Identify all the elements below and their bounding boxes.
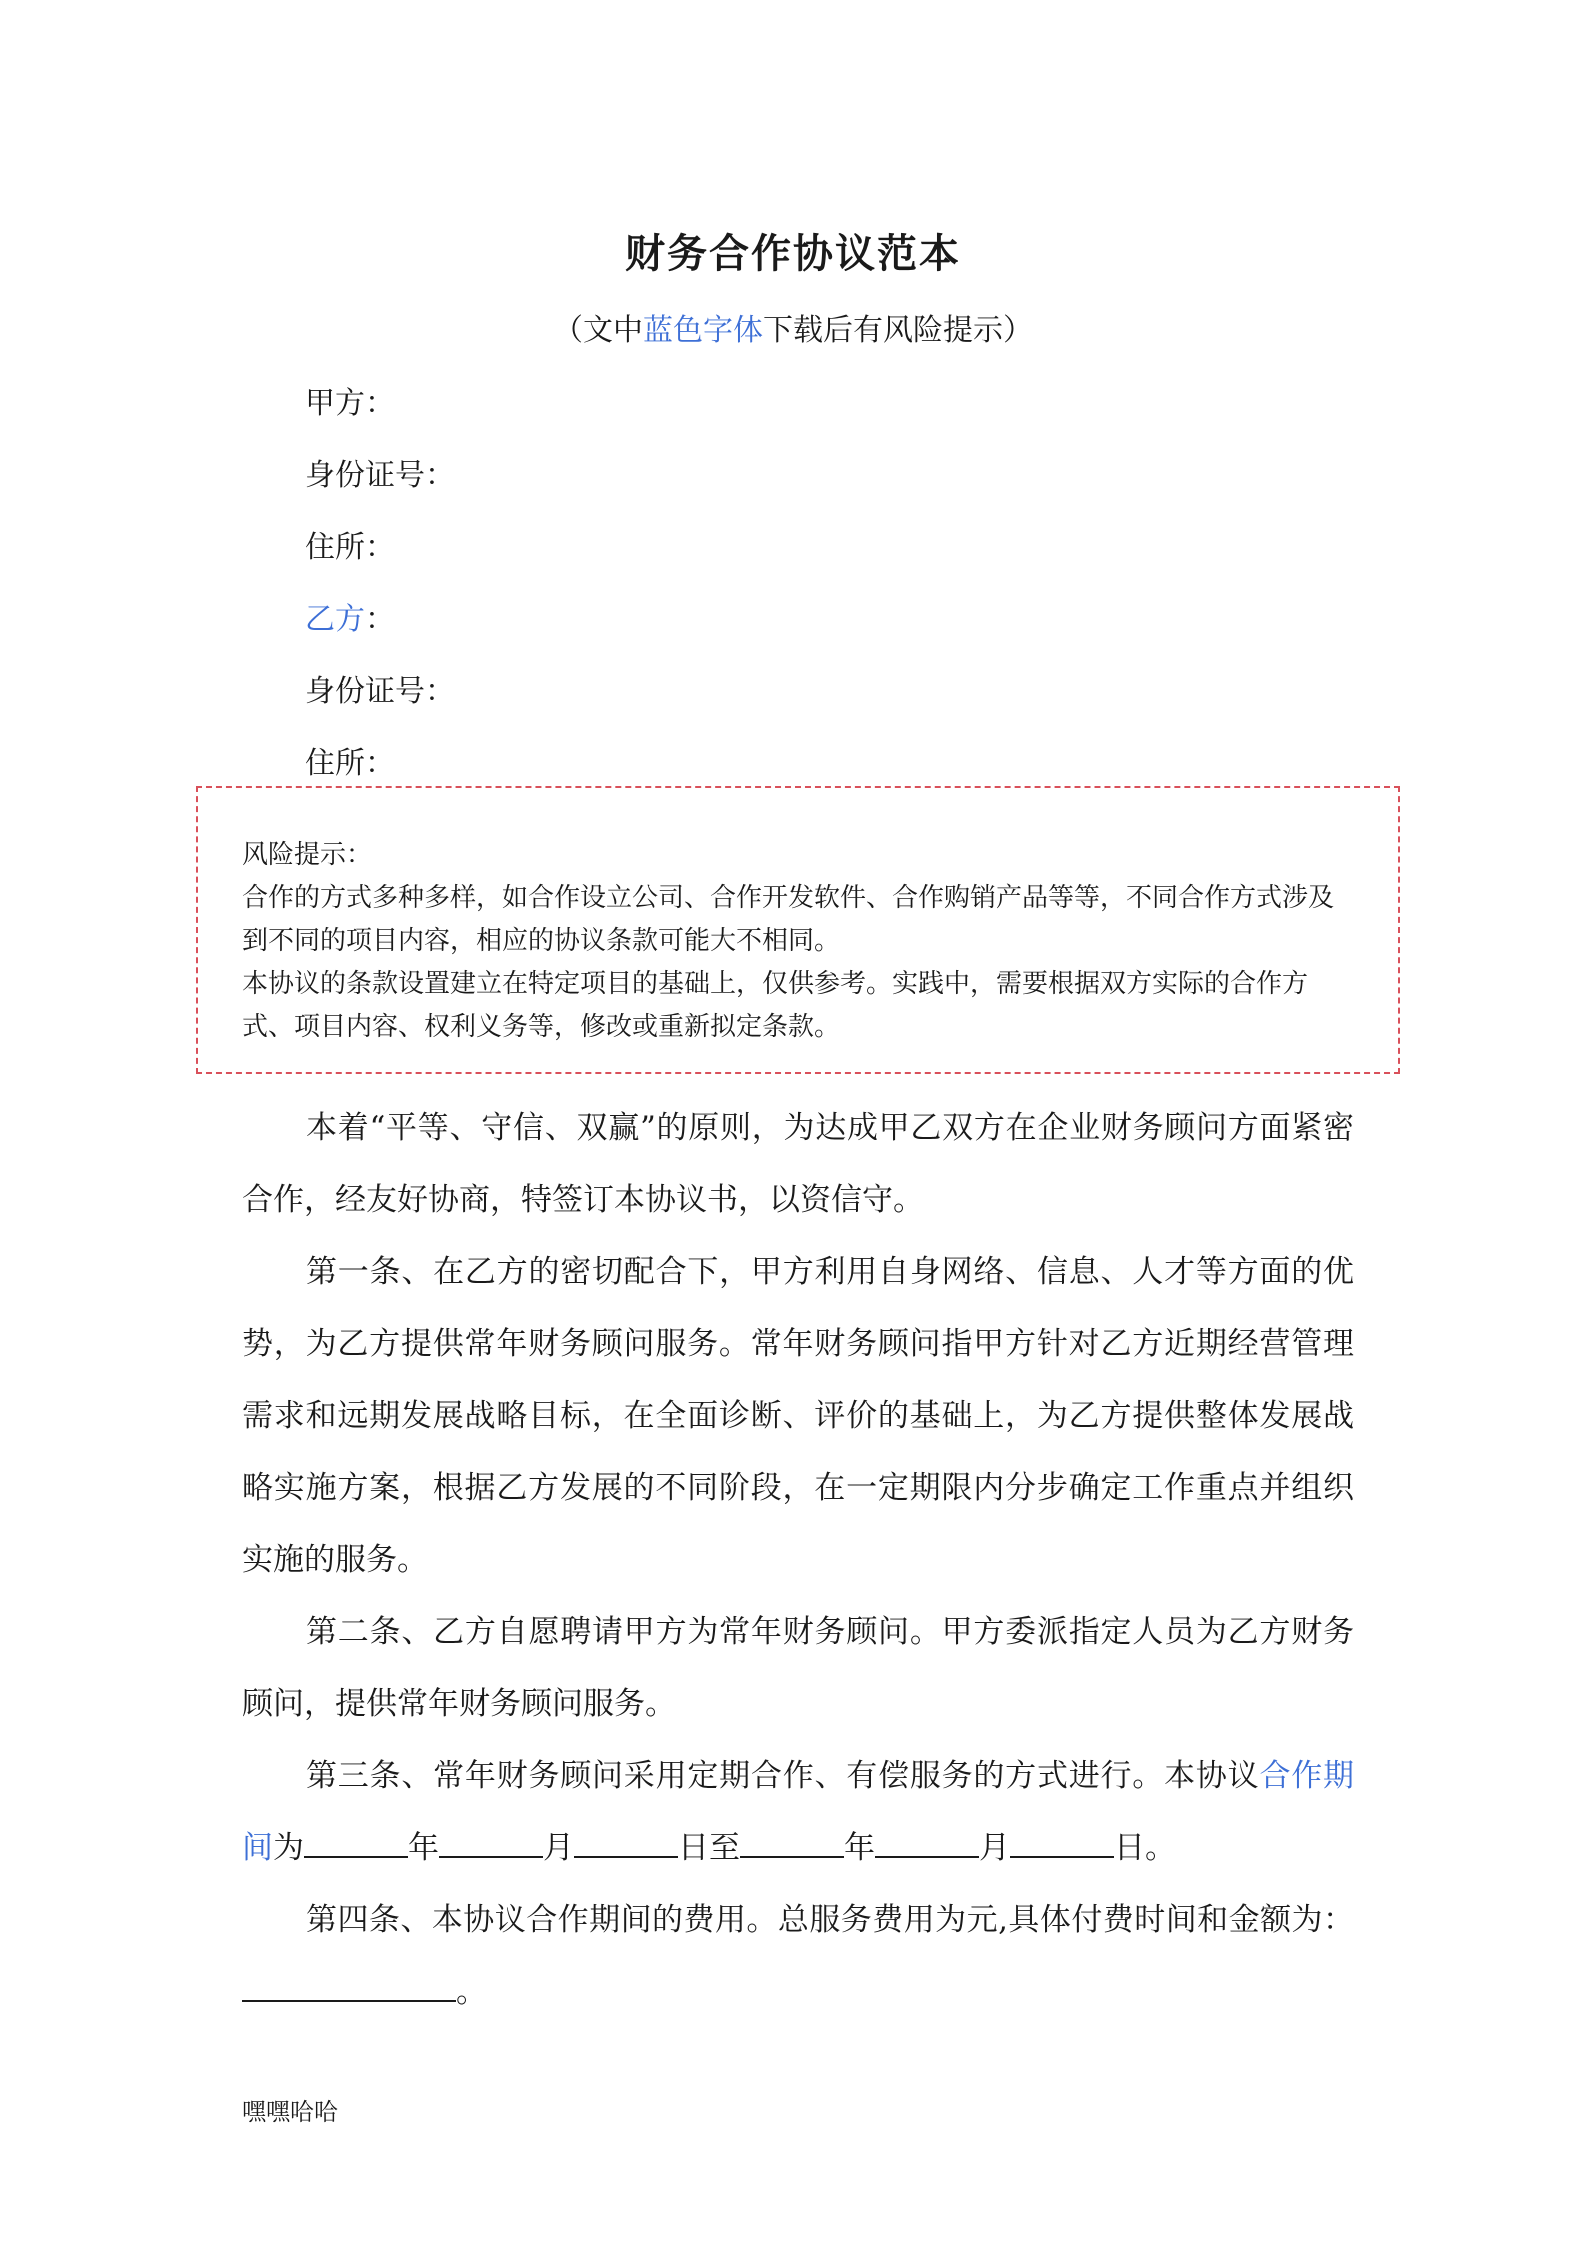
article-2: 第二条、乙方自愿聘请甲方为常年财务顾问。甲方委派指定人员为乙方财务顾问，提供常年财务顾问服务。	[242, 1614, 1354, 1722]
article-3-year-2: 年	[844, 1830, 875, 1866]
agreement-body	[242, 1092, 1354, 2028]
end-month-blank[interactable]	[875, 1830, 979, 1858]
article-3-blue-term: 合作期间	[242, 1758, 1354, 1866]
subtitle-post: 下载后有风险提示）	[763, 313, 1033, 348]
article-3-text: 第三条、常年财务顾问采用定期合作、有偿服务的方式进行。本协议	[306, 1758, 1260, 1794]
party-b-label-blue: 乙方	[305, 602, 365, 637]
party-a-address-label: 住所：	[305, 530, 395, 565]
party-a-id-label: 身份证号：	[305, 458, 455, 493]
risk-line-1: 合作的方式多种多样，如合作设立公司、合作开发软件、合作购销产品等等，不同合作方式涉及到不同的项目内容，相应的协议条款可能大不相同。	[242, 883, 1335, 956]
end-year-blank[interactable]	[740, 1830, 844, 1858]
party-b-label	[305, 594, 395, 638]
risk-heading: 风险提示：	[242, 840, 373, 870]
document-title: 财务合作协议范本	[625, 230, 961, 277]
article-3-wei: 为	[273, 1830, 304, 1866]
party-b-label-colon: ：	[365, 602, 395, 637]
end-day-blank[interactable]	[1010, 1830, 1114, 1858]
party-a-label: 甲方：	[305, 386, 395, 421]
article-4-end: 。	[456, 1974, 487, 2010]
subtitle-blue-text: 蓝色字体	[643, 313, 763, 348]
start-year-blank[interactable]	[304, 1830, 408, 1858]
intro-paragraph: 本着“平等、守信、双赢”的原则，为达成甲乙双方在企业财务顾问方面紧密合作，经友好协商，特签订本协议书，以资信守。	[242, 1110, 1354, 1218]
article-4-text: 第四条、本协议合作期间的费用。总服务费用为元,具体付费时间和金额为：	[306, 1902, 1354, 1938]
start-day-blank[interactable]	[574, 1830, 678, 1858]
article-3-month-1: 月	[543, 1830, 574, 1866]
article-3	[242, 1740, 1354, 1884]
subtitle-pre: （文中	[553, 313, 643, 348]
payment-blank[interactable]	[242, 1974, 456, 2002]
party-b-address-label: 住所：	[305, 746, 395, 781]
article-3-day-end: 日。	[1114, 1830, 1176, 1866]
page-footer: 嘿嘿哈哈	[242, 2098, 338, 2126]
document-subtitle	[0, 305, 1586, 349]
risk-warning-box	[196, 786, 1400, 1074]
article-3-year-1: 年	[408, 1830, 439, 1866]
article-4	[242, 1884, 1354, 2028]
article-1: 第一条、在乙方的密切配合下，甲方利用自身网络、信息、人才等方面的优势，为乙方提供常年财务顾问服务。常年财务顾问指甲方针对乙方近期经营管理需求和远期发展战略目标，在全面诊断、评价的基础上，为乙方提供整体发展战略实施方案，根据乙方发展的不同阶段，在一定期限内分步确定工作重点并组织实施的服务。	[242, 1254, 1354, 1578]
start-month-blank[interactable]	[439, 1830, 543, 1858]
article-3-month-2: 月	[979, 1830, 1010, 1866]
risk-line-2: 本协议的条款设置建立在特定项目的基础上，仅供参考。实践中，需要根据双方实际的合作方式、项目内容、权利义务等，修改或重新拟定条款。	[242, 969, 1309, 1042]
party-b-id-label: 身份证号：	[305, 674, 455, 709]
article-3-day-to: 日至	[678, 1830, 740, 1866]
